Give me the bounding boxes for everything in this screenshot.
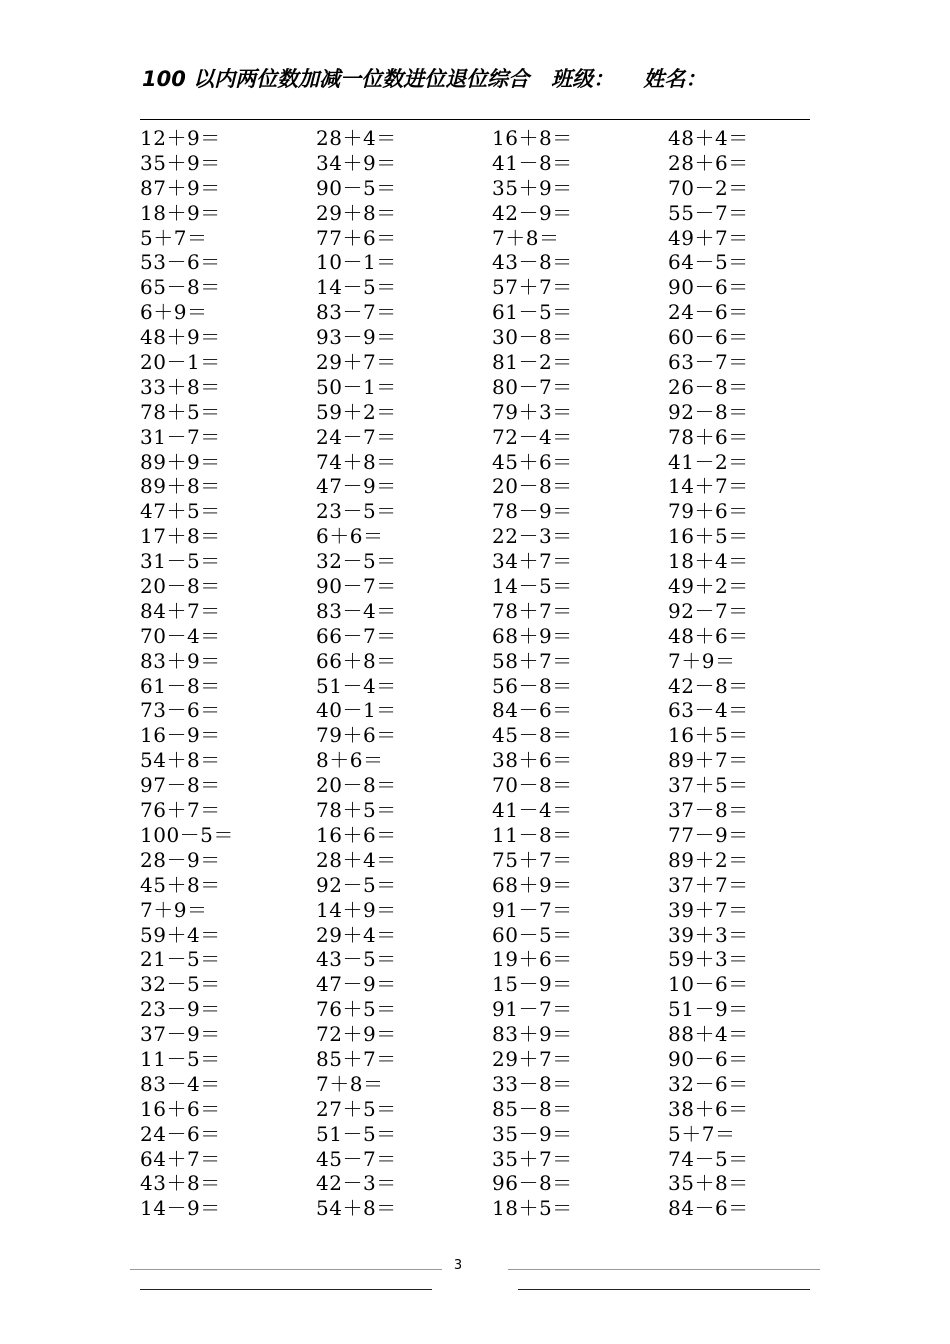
- problem-item: 34＋9＝: [316, 150, 397, 175]
- problem-item: 43－8＝: [492, 250, 573, 275]
- problem-item: 70－4＝: [140, 623, 221, 648]
- problem-item: 89＋2＝: [668, 847, 749, 872]
- problem-item: 18＋4＝: [668, 549, 749, 574]
- problem-item: 12＋9＝: [140, 126, 221, 150]
- problem-item: 91－7＝: [492, 997, 573, 1022]
- problem-item: 29＋8＝: [316, 200, 397, 225]
- problem-item: 37－8＝: [668, 798, 749, 823]
- problem-item: 90－7＝: [316, 574, 397, 599]
- problem-item: 70－8＝: [492, 773, 573, 798]
- problem-item: 43＋8＝: [140, 1171, 221, 1196]
- problem-item: 29＋7＝: [492, 1046, 573, 1071]
- problem-item: 92－8＝: [668, 399, 749, 424]
- problem-item: 64＋7＝: [140, 1146, 221, 1171]
- problem-item: 10－6＝: [668, 972, 749, 997]
- problem-item: 57＋7＝: [492, 275, 573, 300]
- footer-rule-left-top: [130, 1269, 442, 1270]
- page-footer: [0, 1256, 950, 1296]
- problem-item: 29＋7＝: [316, 350, 397, 375]
- problem-item: 61－8＝: [140, 673, 221, 698]
- problem-item: 35＋7＝: [492, 1146, 573, 1171]
- problem-item: 48＋4＝: [668, 126, 749, 150]
- problem-item: 84＋7＝: [140, 598, 221, 623]
- problem-item: 51－5＝: [316, 1121, 397, 1146]
- problem-item: 91－7＝: [492, 897, 573, 922]
- problem-item: 47＋5＝: [140, 499, 221, 524]
- problem-item: 45＋8＝: [140, 872, 221, 897]
- problem-item: 78＋7＝: [492, 598, 573, 623]
- problem-item: 11－5＝: [140, 1046, 221, 1071]
- problem-item: 84－6＝: [668, 1196, 749, 1221]
- problem-item: 50－1＝: [316, 374, 397, 399]
- problem-item: 39＋7＝: [668, 897, 749, 922]
- problem-item: 28－9＝: [140, 847, 221, 872]
- problem-item: 47－9＝: [316, 972, 397, 997]
- problem-item: 42－9＝: [492, 200, 573, 225]
- problem-item: 84－6＝: [492, 698, 573, 723]
- problem-item: 76＋5＝: [316, 997, 397, 1022]
- problem-item: 38＋6＝: [492, 748, 573, 773]
- problem-item: 20－8＝: [140, 574, 221, 599]
- problem-item: 35＋9＝: [492, 175, 573, 200]
- problem-item: 59＋2＝: [316, 399, 397, 424]
- problem-item: 59＋4＝: [140, 922, 221, 947]
- problem-item: 35－9＝: [492, 1121, 573, 1146]
- problem-item: 68＋9＝: [492, 872, 573, 897]
- problem-item: 28＋4＝: [316, 847, 397, 872]
- problem-item: 64－5＝: [668, 250, 749, 275]
- problem-item: 51－4＝: [316, 673, 397, 698]
- problem-item: 32－5＝: [140, 972, 221, 997]
- problem-item: 43－5＝: [316, 947, 397, 972]
- problem-item: 31－7＝: [140, 424, 221, 449]
- problem-item: 17＋8＝: [140, 524, 221, 549]
- problem-item: 75＋7＝: [492, 847, 573, 872]
- problem-item: 83＋9＝: [140, 648, 221, 673]
- problem-item: 35＋8＝: [668, 1171, 749, 1196]
- problem-item: 93－9＝: [316, 325, 397, 350]
- problem-item: 31－5＝: [140, 549, 221, 574]
- problem-item: 78－9＝: [492, 499, 573, 524]
- problem-item: 11－8＝: [492, 822, 573, 847]
- title-underline: [140, 119, 810, 120]
- problem-item: 42－3＝: [316, 1171, 397, 1196]
- problem-item: 48＋9＝: [140, 325, 221, 350]
- problem-item: 48＋6＝: [668, 623, 749, 648]
- problem-item: 5＋7＝: [668, 1121, 736, 1146]
- problem-item: 89＋8＝: [140, 474, 221, 499]
- problem-item: 45－7＝: [316, 1146, 397, 1171]
- problem-item: 78＋6＝: [668, 424, 749, 449]
- problem-item: 14－5＝: [316, 275, 397, 300]
- problem-item: 74－5＝: [668, 1146, 749, 1171]
- problem-item: 15－9＝: [492, 972, 573, 997]
- problem-item: 77－9＝: [668, 822, 749, 847]
- problem-item: 27＋5＝: [316, 1096, 397, 1121]
- problem-item: 45＋6＝: [492, 449, 573, 474]
- problem-item: 92－7＝: [668, 598, 749, 623]
- problem-item: 61－5＝: [492, 300, 573, 325]
- problem-item: 42－8＝: [668, 673, 749, 698]
- problem-item: 80－7＝: [492, 374, 573, 399]
- problem-item: 41－4＝: [492, 798, 573, 823]
- problem-item: 33＋8＝: [140, 374, 221, 399]
- problem-item: 37＋5＝: [668, 773, 749, 798]
- problem-item: 90－6＝: [668, 1046, 749, 1071]
- problem-item: 39＋3＝: [668, 922, 749, 947]
- problem-item: 6＋9＝: [140, 300, 208, 325]
- problem-item: 34＋7＝: [492, 549, 573, 574]
- problem-item: 54＋8＝: [316, 1196, 397, 1221]
- worksheet-title: 100 以内两位数加减一位数进位退位综合 班级： 姓名：: [142, 67, 707, 91]
- problem-item: 14－5＝: [492, 574, 573, 599]
- problem-item: 53－6＝: [140, 250, 221, 275]
- problem-item: 89＋7＝: [668, 748, 749, 773]
- problem-item: 88＋4＝: [668, 1022, 749, 1047]
- problem-item: 97－8＝: [140, 773, 221, 798]
- problem-item: 65－8＝: [140, 275, 221, 300]
- problem-item: 59＋3＝: [668, 947, 749, 972]
- problem-grid: [140, 126, 844, 1221]
- problem-item: 16＋8＝: [492, 126, 573, 150]
- page-number: 3: [453, 1258, 463, 1273]
- footer-rule-left-bottom: [140, 1289, 432, 1290]
- problem-item: 30－8＝: [492, 325, 573, 350]
- problem-item: 72－4＝: [492, 424, 573, 449]
- problem-item: 83－4＝: [140, 1071, 221, 1096]
- problem-item: 56－8＝: [492, 673, 573, 698]
- problem-item: 32－5＝: [316, 549, 397, 574]
- problem-item: 16＋6＝: [140, 1096, 221, 1121]
- problem-item: 77＋6＝: [316, 225, 397, 250]
- problem-item: 7＋8＝: [316, 1071, 384, 1096]
- problem-item: 79＋6＝: [316, 723, 397, 748]
- problem-item: 66－7＝: [316, 623, 397, 648]
- problem-item: 68＋9＝: [492, 623, 573, 648]
- problem-item: 83－4＝: [316, 598, 397, 623]
- problem-item: 87＋9＝: [140, 175, 221, 200]
- problem-item: 26－8＝: [668, 374, 749, 399]
- problem-item: 79＋6＝: [668, 499, 749, 524]
- problem-item: 7＋8＝: [492, 225, 560, 250]
- problem-item: 41－8＝: [492, 150, 573, 175]
- problem-item: 24－7＝: [316, 424, 397, 449]
- problem-item: 35＋9＝: [140, 150, 221, 175]
- footer-rule-right-bottom: [518, 1289, 810, 1290]
- problem-item: 45－8＝: [492, 723, 573, 748]
- problem-item: 76＋7＝: [140, 798, 221, 823]
- problem-item: 20－1＝: [140, 350, 221, 375]
- problem-item: 49＋2＝: [668, 574, 749, 599]
- problem-item: 21－5＝: [140, 947, 221, 972]
- problem-item: 28＋4＝: [316, 126, 397, 150]
- problem-item: 79＋3＝: [492, 399, 573, 424]
- problem-item: 7＋9＝: [668, 648, 736, 673]
- problem-item: 60－5＝: [492, 922, 573, 947]
- problem-item: 81－2＝: [492, 350, 573, 375]
- problem-item: 100－5＝: [140, 822, 234, 847]
- problem-item: 54＋8＝: [140, 748, 221, 773]
- problem-item: 41－2＝: [668, 449, 749, 474]
- problem-item: 24－6＝: [140, 1121, 221, 1146]
- problem-item: 89＋9＝: [140, 449, 221, 474]
- problem-item: 10－1＝: [316, 250, 397, 275]
- problem-item: 63－7＝: [668, 350, 749, 375]
- problem-item: 63－4＝: [668, 698, 749, 723]
- problem-item: 16＋5＝: [668, 524, 749, 549]
- problem-item: 23－5＝: [316, 499, 397, 524]
- problem-item: 18＋9＝: [140, 200, 221, 225]
- problem-item: 85＋7＝: [316, 1046, 397, 1071]
- footer-rule-right-top: [508, 1269, 820, 1270]
- problem-item: 78＋5＝: [316, 798, 397, 823]
- problem-item: 20－8＝: [492, 474, 573, 499]
- problem-item: 70－2＝: [668, 175, 749, 200]
- problem-item: 16＋5＝: [668, 723, 749, 748]
- problem-item: 47－9＝: [316, 474, 397, 499]
- problem-item: 16－9＝: [140, 723, 221, 748]
- problem-item: 6＋6＝: [316, 524, 384, 549]
- problem-item: 14－9＝: [140, 1196, 221, 1221]
- problem-item: 22－3＝: [492, 524, 573, 549]
- problem-item: 18＋5＝: [492, 1196, 573, 1221]
- problem-item: 90－6＝: [668, 275, 749, 300]
- problem-item: 28＋6＝: [668, 150, 749, 175]
- problem-item: 14＋7＝: [668, 474, 749, 499]
- problem-item: 38＋6＝: [668, 1096, 749, 1121]
- problem-item: 33－8＝: [492, 1071, 573, 1096]
- problem-item: 85－8＝: [492, 1096, 573, 1121]
- problem-item: 20－8＝: [316, 773, 397, 798]
- problem-item: 14＋9＝: [316, 897, 397, 922]
- problem-item: 74＋8＝: [316, 449, 397, 474]
- problem-item: 78＋5＝: [140, 399, 221, 424]
- problem-item: 90－5＝: [316, 175, 397, 200]
- problem-item: 73－6＝: [140, 698, 221, 723]
- problem-item: 16＋6＝: [316, 822, 397, 847]
- problem-item: 55－7＝: [668, 200, 749, 225]
- problem-item: 96－8＝: [492, 1171, 573, 1196]
- problem-item: 37＋7＝: [668, 872, 749, 897]
- problem-item: 19＋6＝: [492, 947, 573, 972]
- problem-item: 40－1＝: [316, 698, 397, 723]
- problem-item: 51－9＝: [668, 997, 749, 1022]
- problem-item: 23－9＝: [140, 997, 221, 1022]
- problem-item: 60－6＝: [668, 325, 749, 350]
- problem-item: 83－7＝: [316, 300, 397, 325]
- problem-item: 37－9＝: [140, 1022, 221, 1047]
- problem-item: 29＋4＝: [316, 922, 397, 947]
- problem-item: 7＋9＝: [140, 897, 208, 922]
- problem-item: 72＋9＝: [316, 1022, 397, 1047]
- problem-item: 8＋6＝: [316, 748, 384, 773]
- problem-item: 32－6＝: [668, 1071, 749, 1096]
- problem-item: 66＋8＝: [316, 648, 397, 673]
- problem-item: 49＋7＝: [668, 225, 749, 250]
- problem-item: 83＋9＝: [492, 1022, 573, 1047]
- problem-item: 92－5＝: [316, 872, 397, 897]
- problem-item: 58＋7＝: [492, 648, 573, 673]
- problem-item: 5＋7＝: [140, 225, 208, 250]
- problem-item: 24－6＝: [668, 300, 749, 325]
